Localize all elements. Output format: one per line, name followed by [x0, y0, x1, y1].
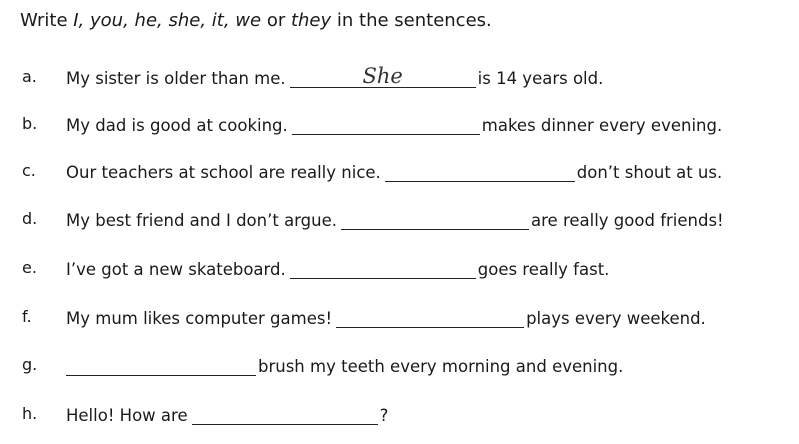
question-sentence: [66, 400, 388, 430]
sentence-before: Hello! How are: [66, 406, 188, 425]
sentence-after: is 14 years old.: [477, 69, 604, 88]
sentence-before: My mum likes computer games!: [66, 309, 333, 328]
answer-blank[interactable]: [292, 110, 480, 135]
answer-blank[interactable]: [290, 63, 476, 88]
answer-blank[interactable]: [385, 157, 575, 182]
handwritten-answer: She: [362, 64, 403, 88]
answer-blank[interactable]: [66, 351, 256, 376]
question-sentence: [66, 351, 623, 381]
question-row-h: [0, 400, 799, 430]
sentence-before: My dad is good at cooking.: [66, 116, 288, 135]
sentence-before: Our teachers at school are really nice.: [66, 163, 381, 182]
pronoun-he: he,: [128, 10, 163, 31]
question-sentence: [66, 205, 724, 235]
instruction-or: or: [261, 10, 291, 31]
pronoun-we: we: [229, 10, 262, 31]
sentence-after: are really good friends!: [531, 211, 724, 230]
sentence-after: ?: [379, 406, 389, 425]
sentence-before: My best friend and I don’t argue.: [66, 211, 338, 230]
question-sentence: [66, 254, 609, 284]
question-sentence: [66, 303, 706, 333]
sentence-after: makes dinner every evening.: [481, 116, 723, 135]
question-sentence: [66, 157, 722, 187]
instruction-prefix: Write: [20, 10, 74, 31]
question-letter: g.: [22, 355, 38, 374]
question-row-a: [0, 63, 799, 93]
question-row-e: [0, 254, 799, 284]
sentence-before: My sister is older than me.: [66, 69, 286, 88]
question-row-b: [0, 110, 799, 140]
sentence-after: goes really fast.: [477, 260, 610, 279]
question-row-g: [0, 351, 799, 381]
question-letter: b.: [22, 114, 38, 133]
question-sentence: [66, 110, 722, 140]
question-row-d: [0, 205, 799, 235]
sentence-after: brush my teeth every morning and evening.: [258, 357, 624, 376]
pronoun-she: she,: [162, 10, 207, 31]
question-row-c: [0, 157, 799, 187]
answer-blank[interactable]: [341, 205, 529, 230]
question-letter: d.: [22, 209, 38, 228]
sentence-after: plays every weekend.: [526, 309, 706, 328]
instruction-suffix: in the sentences.: [331, 10, 492, 31]
pronoun-i: I,: [73, 10, 85, 31]
sentence-before: I’ve got a new skateboard.: [66, 260, 286, 279]
question-letter: f.: [22, 307, 32, 326]
question-row-f: [0, 303, 799, 333]
question-sentence: [66, 63, 603, 93]
answer-blank[interactable]: [290, 254, 476, 279]
sentence-after: don’t shout at us.: [576, 163, 723, 182]
question-letter: c.: [22, 161, 36, 180]
question-letter: e.: [22, 258, 37, 277]
pronoun-it: it,: [206, 10, 230, 31]
pronoun-they: they: [290, 10, 332, 31]
answer-blank[interactable]: [192, 400, 378, 425]
pronoun-you: you,: [84, 10, 129, 31]
question-letter: a.: [22, 67, 37, 86]
question-letter: h.: [22, 404, 38, 423]
answer-blank[interactable]: [336, 303, 524, 328]
